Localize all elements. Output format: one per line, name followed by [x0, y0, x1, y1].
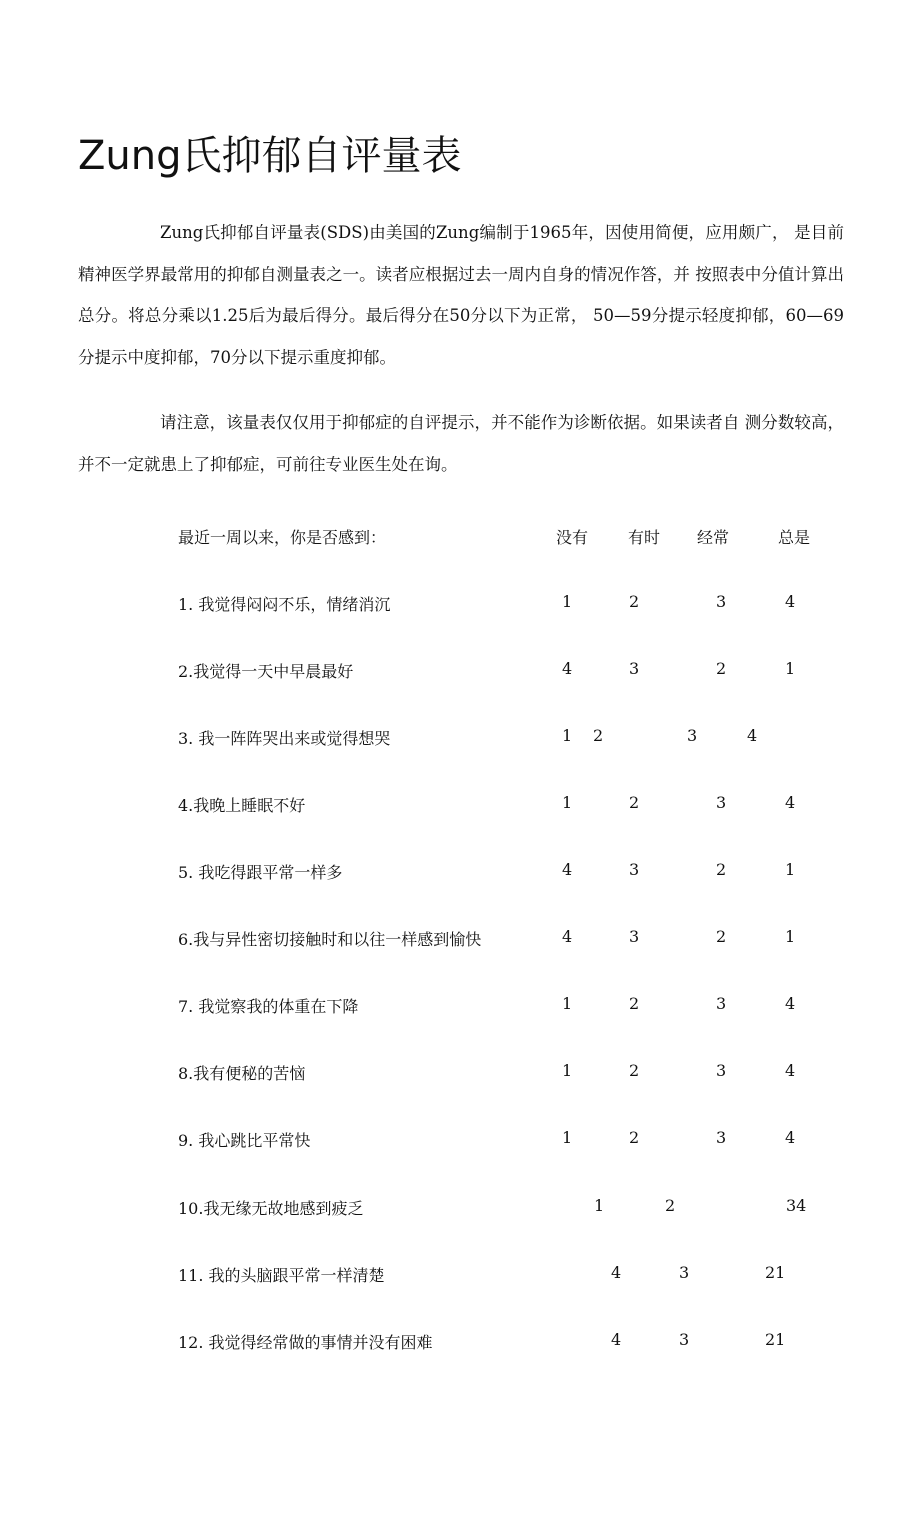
score-value: 4 — [611, 1263, 622, 1282]
score-value: 3 — [679, 1263, 690, 1282]
score-value: 4 — [562, 860, 573, 879]
score-value: 1 — [785, 860, 796, 879]
score-value: 3 — [716, 994, 727, 1013]
option-label-often: 经常 — [697, 528, 730, 547]
score-value: 3 — [687, 726, 698, 745]
score-value: 2 — [716, 860, 727, 879]
scale-item-row — [0, 592, 920, 616]
score-value: 3 — [629, 927, 640, 946]
score-value: 3 — [629, 659, 640, 678]
scale-item-row — [0, 793, 920, 817]
score-value: 2 — [629, 793, 640, 812]
score-value: 2 — [629, 1061, 640, 1080]
document-title: Zung氏抑郁自评量表 — [78, 133, 462, 179]
score-value: 4 — [785, 1061, 796, 1080]
score-value: 2 — [716, 659, 727, 678]
scale-item-row — [0, 927, 920, 951]
notice-paragraph: 请注意，该量表仅仅用于抑郁症的自评提示，并不能作为诊断依据。如果读者自 测分数较高，并不一定就患上了抑郁症，可前往专业医生处在询。 — [78, 413, 844, 474]
intro-paragraph: Zung氏抑郁自评量表(SDS)由美国的Zung编制于1965年，因使用简便，应用颇广， 是目前精神医学界最常用的抑郁自测量表之一。读者应根据过去一周内自身的情况作答，并 按照表中分值计算出总分。将总分乘以1.25后为最后得分。最后得分在50分以下为正常， 50—59分提示轻度抑郁，60—69分提示中度抑郁，70分以下提示重度抑郁。 — [78, 223, 844, 367]
scale-item-row — [0, 1263, 920, 1287]
score-value: 3 — [716, 1061, 727, 1080]
score-value: 4 — [785, 994, 796, 1013]
score-value: 3 — [629, 860, 640, 879]
score-value: 4 — [562, 927, 573, 946]
score-value: 2 — [716, 927, 727, 946]
scale-item-text: 11. 我的头脑跟平常一样清楚 — [178, 1266, 385, 1285]
score-value: 4 — [785, 592, 796, 611]
scale-header-row — [0, 525, 920, 549]
scale-item-text: 12. 我觉得经常做的事情并没有困难 — [178, 1333, 433, 1352]
score-value: 4 — [747, 726, 758, 745]
score-value: 1 — [562, 994, 573, 1013]
scale-item-row — [0, 994, 920, 1018]
score-value: 4 — [785, 793, 796, 812]
score-value: 4 — [611, 1330, 622, 1349]
scale-item-text: 1. 我觉得闷闷不乐，情绪消沉 — [178, 595, 391, 614]
score-value: 4 — [562, 659, 573, 678]
score-value: 4 — [785, 1128, 796, 1147]
score-value: 1 — [562, 1061, 573, 1080]
scale-item-text: 4.我晚上睡眠不好 — [178, 796, 306, 815]
score-value: 3 — [716, 592, 727, 611]
scale-item-row — [0, 1061, 920, 1085]
score-value: 1 — [562, 726, 573, 745]
scale-item-row — [0, 1330, 920, 1354]
option-label-sometimes: 有时 — [628, 528, 661, 547]
scale-item-text: 10.我无缘无故地感到疲乏 — [178, 1199, 364, 1218]
score-value: 3 — [716, 1128, 727, 1147]
score-value: 1 — [562, 592, 573, 611]
score-value: 3 — [716, 793, 727, 812]
score-value: 2 — [665, 1196, 676, 1215]
scale-item-row — [0, 860, 920, 884]
scale-item-text: 3. 我一阵阵哭出来或觉得想哭 — [178, 729, 391, 748]
score-value: 21 — [765, 1263, 786, 1282]
option-label-none: 没有 — [556, 528, 589, 547]
score-value: 2 — [629, 592, 640, 611]
scale-item-text: 7. 我觉察我的体重在下降 — [178, 997, 359, 1016]
scale-item-text: 5. 我吃得跟平常一样多 — [178, 863, 343, 882]
score-value: 1 — [594, 1196, 605, 1215]
score-value: 21 — [765, 1330, 786, 1349]
scale-prompt: 最近一周以来，你是否感到： — [178, 528, 387, 547]
scale-item-text: 2.我觉得一天中早晨最好 — [178, 662, 354, 681]
scale-item-text: 9. 我心跳比平常快 — [178, 1131, 311, 1150]
scale-item-row — [0, 1196, 920, 1220]
score-value: 1 — [785, 927, 796, 946]
score-value: 1 — [562, 1128, 573, 1147]
scale-item-row — [0, 1128, 920, 1152]
scale-item-text: 8.我有便秘的苦恼 — [178, 1064, 306, 1083]
scale-item-row — [0, 659, 920, 683]
score-value: 1 — [562, 793, 573, 812]
score-value: 34 — [786, 1196, 807, 1215]
score-value: 1 — [785, 659, 796, 678]
scale-item-text: 6.我与异性密切接触时和以往一样感到愉快 — [178, 930, 482, 949]
score-value: 2 — [593, 726, 604, 745]
score-value: 3 — [679, 1330, 690, 1349]
score-value: 2 — [629, 1128, 640, 1147]
scale-item-row — [0, 726, 920, 750]
score-value: 2 — [629, 994, 640, 1013]
option-label-always: 总是 — [778, 528, 811, 547]
